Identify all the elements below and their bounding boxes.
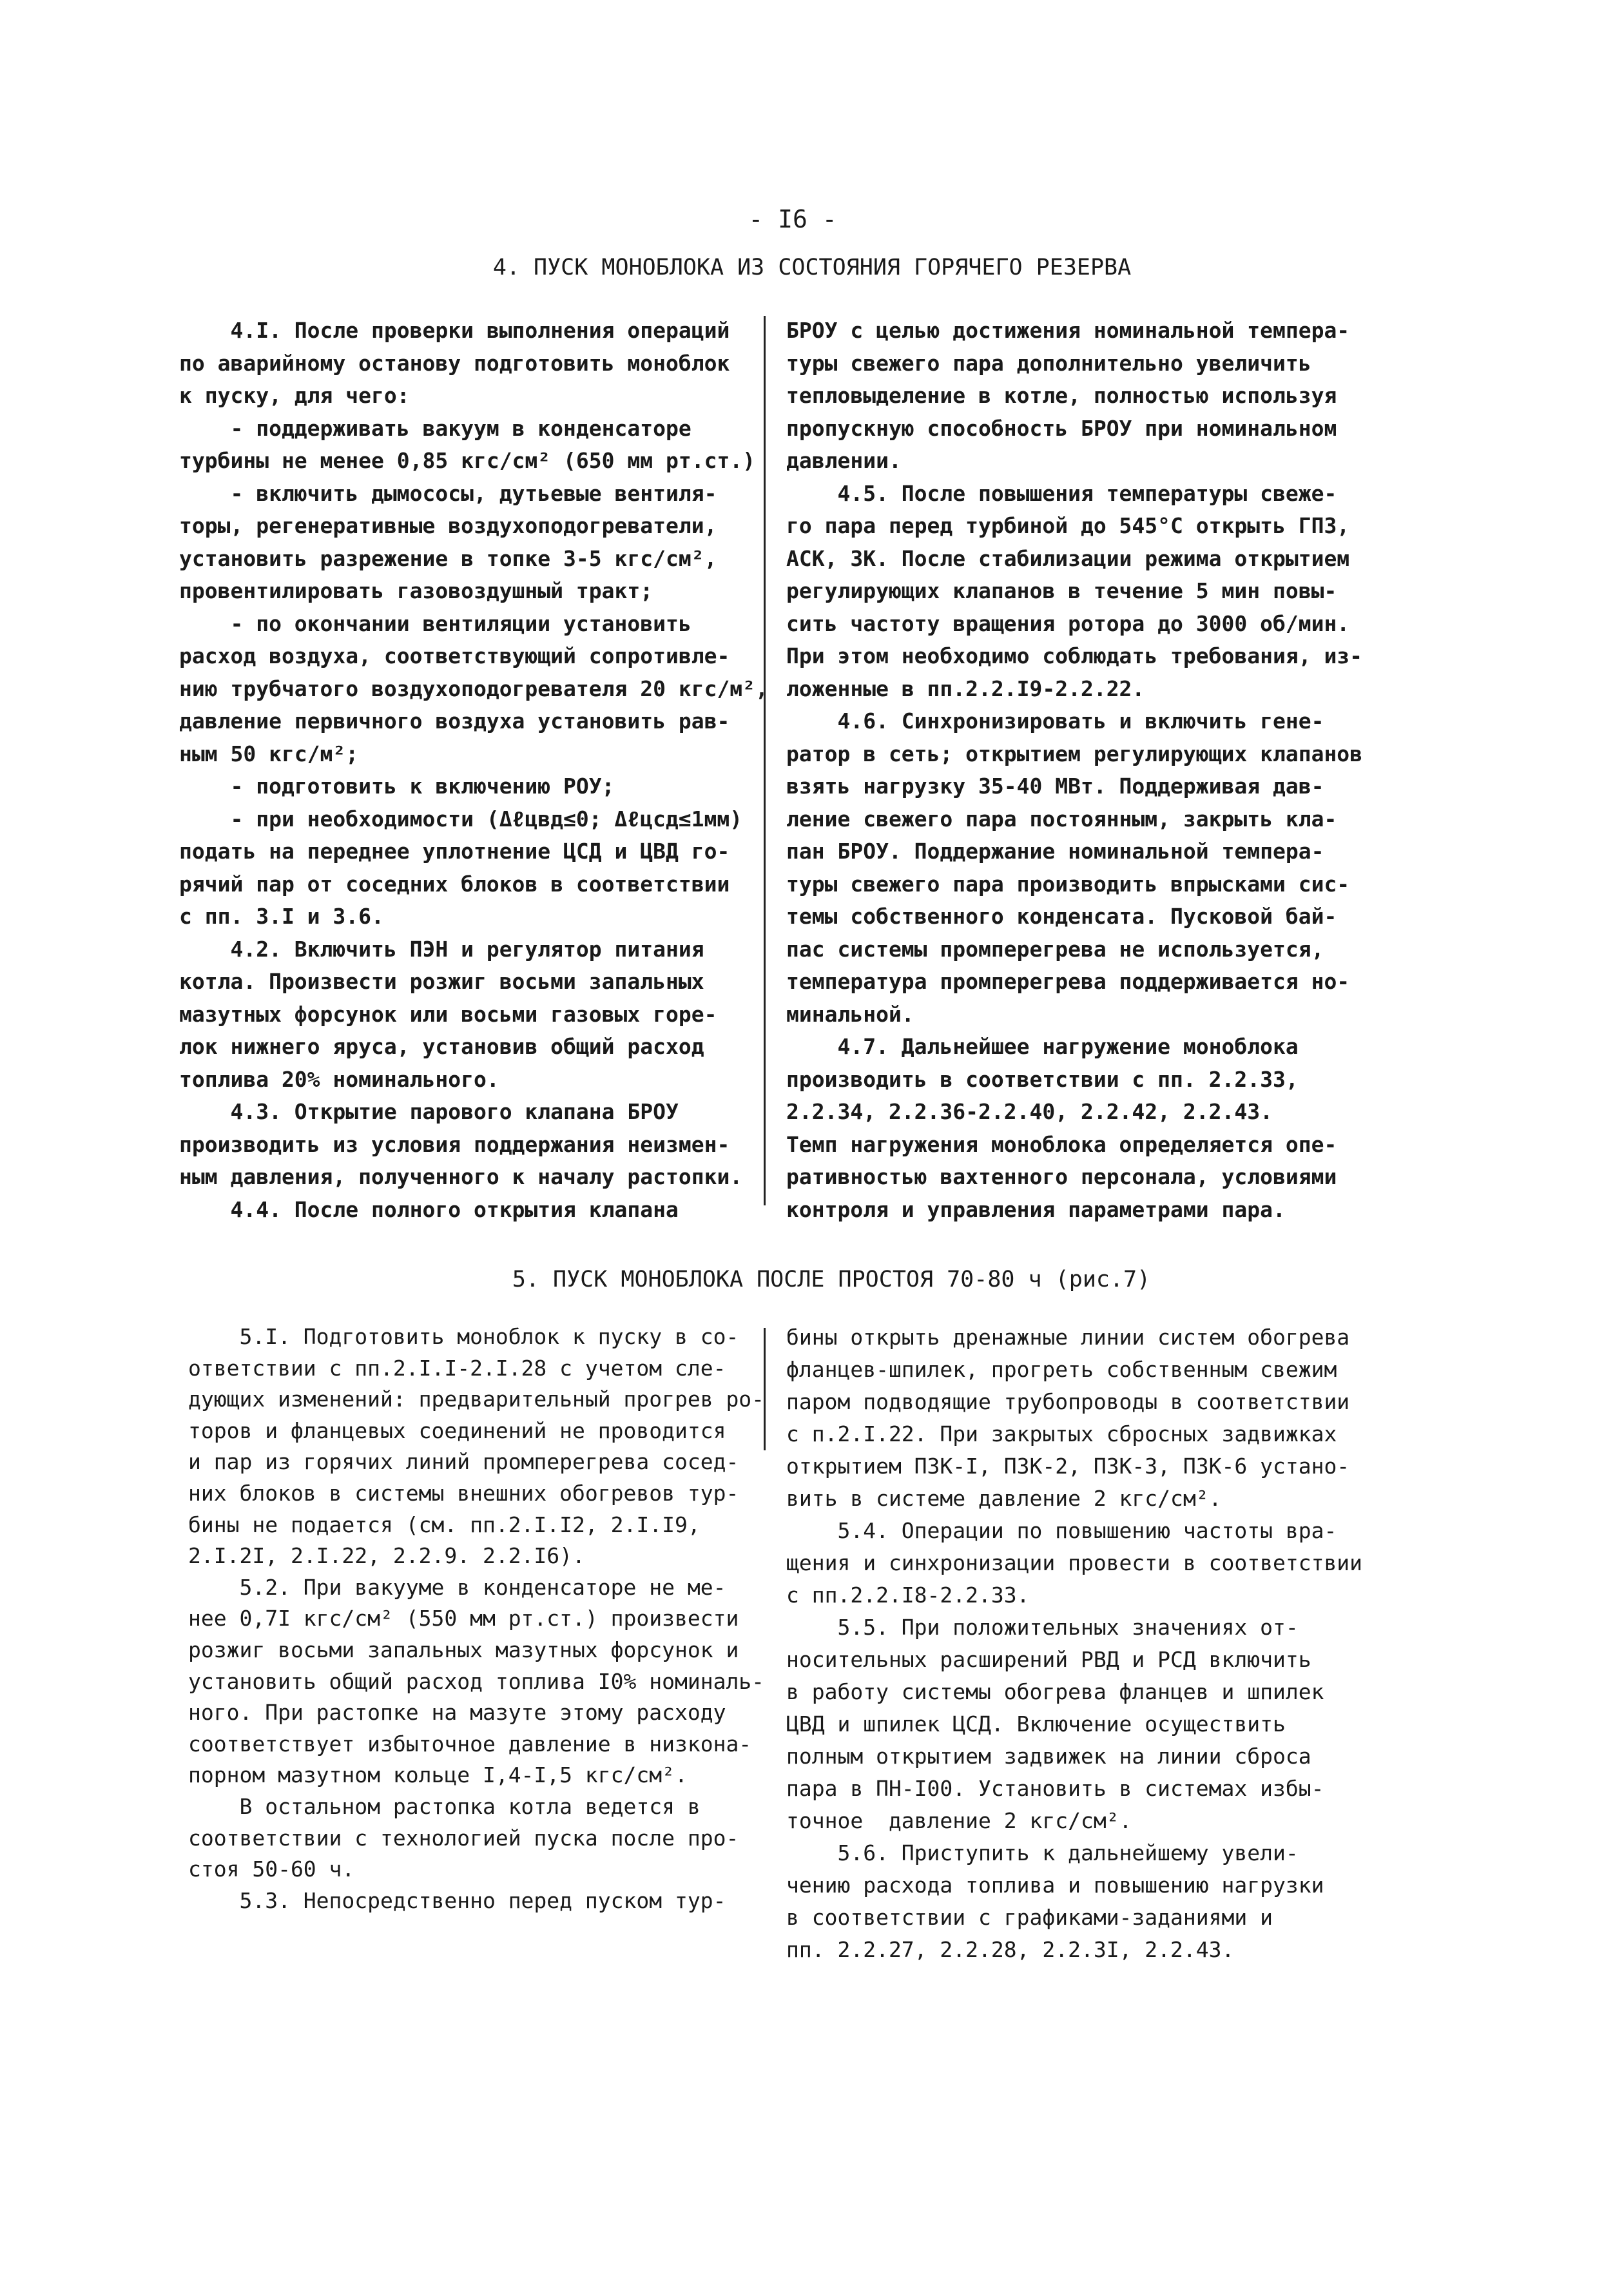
text-line: и пар из горячих линий промперегрева сосед-	[188, 1449, 739, 1475]
text-line: лок нижнего яруса, установив общий расход	[179, 1034, 704, 1059]
text-line: - поддерживать вакуум в конденсаторе	[179, 415, 691, 441]
text-line: носительных расширений РВД и РСД включить	[786, 1647, 1311, 1672]
text-line: регулирующих клапанов в течение 5 мин повы-	[786, 578, 1337, 603]
text-line: бины не подается (см. пп.2.I.I2, 2.I.I9,	[188, 1512, 701, 1537]
text-line: сить частоту вращения ротора до 3000 об/мин.	[786, 610, 1350, 636]
text-line: 5.6. Приступить к дальнейшему увели-	[786, 1840, 1299, 1865]
text-line: ратор в сеть; открытием регулирующих клапанов	[786, 741, 1363, 766]
text-line: го пара перед турбиной до 545°С открыть ГПЗ,	[786, 513, 1350, 538]
text-line: нию трубчатого воздухоподогревателя 20 кгс/м²,	[179, 676, 768, 701]
text-line: 2.I.2I, 2.I.22, 2.2.9. 2.2.I6).	[188, 1543, 585, 1569]
text-line: При этом необходимо соблюдать требования, из-	[786, 643, 1363, 668]
text-line: АСК, ЗК. После стабилизации режима открытием	[786, 545, 1350, 571]
text-line: минальной.	[786, 1001, 914, 1027]
text-line: 5.5. При положительных значениях от-	[786, 1615, 1299, 1640]
text-line: фланцев-шпилек, прогреть собственным свежим	[786, 1357, 1337, 1382]
text-line: с п.2.I.22. При закрытых сбросных задвижках	[786, 1421, 1337, 1446]
text-line: стоя 50-60 ч.	[188, 1856, 355, 1882]
text-line: установить разрежение в топке 3-5 кгс/см²,	[179, 545, 717, 571]
text-line: них блоков в системы внешних обогревов тур-	[188, 1480, 739, 1506]
text-line: турбины не менее 0,85 кгс/см² (650 мм рт.ст.)	[179, 448, 756, 473]
text-line: щения и синхронизации провести в соответствии	[786, 1550, 1363, 1575]
text-line: 4.5. После повышения температуры свеже-	[786, 480, 1337, 506]
section-4-left-column	[179, 315, 768, 1226]
text-line: температура промперегрева поддерживается но-	[786, 969, 1350, 994]
text-line: ЦВД и шпилек ЦСД. Включение осуществить	[786, 1711, 1286, 1737]
text-line: - по окончании вентиляции установить	[179, 610, 691, 636]
text-line: нее 0,7I кгс/см² (550 мм рт.ст.) произвести	[188, 1606, 739, 1631]
text-line: ложенные в пп.2.2.I9-2.2.22.	[786, 676, 1145, 701]
text-line: котла. Произвести розжиг восьми запальных	[179, 969, 704, 994]
text-line: розжиг восьми запальных мазутных форсунок и	[188, 1637, 739, 1662]
text-line: ного. При растопке на мазуте этому расходу	[188, 1700, 726, 1726]
text-line: Темп нагружения моноблока определяется опе-	[786, 1131, 1337, 1157]
page-number: - I6 -	[748, 205, 837, 233]
text-line: 4.6. Синхронизировать и включить гене-	[786, 708, 1324, 734]
text-line: пропускную способность БРОУ при номинальном	[786, 415, 1337, 441]
text-line: соответствии с технологией пуска после про-	[188, 1825, 739, 1851]
text-line: точное давление 2 кгс/см².	[786, 1808, 1132, 1833]
text-line: 4.3. Открытие парового клапана БРОУ	[179, 1099, 679, 1124]
section-5-title: 5. ПУСК МОНОБЛОКА ПОСЛЕ ПРОСТОЯ 70-80 ч (рис.7)	[512, 1267, 1151, 1292]
text-line: - подготовить к включению РОУ;	[179, 774, 615, 799]
text-line: пас системы промперегрева не используется,	[786, 936, 1324, 962]
text-line: 5.4. Операции по повышению частоты вра-	[786, 1518, 1337, 1543]
text-line: В остальном растопка котла ведется в	[188, 1793, 701, 1819]
text-line: темы собственного конденсата. Пусковой бай-	[786, 904, 1337, 929]
text-line: тепловыделение в котле, полностью используя	[786, 383, 1337, 408]
text-line: взять нагрузку 35-40 МВт. Поддерживая дав-	[786, 774, 1324, 799]
text-line: - включить дымососы, дутьевые вентиля-	[179, 480, 717, 506]
text-line: пара в ПН-I00. Установить в системах избы-	[786, 1776, 1324, 1801]
text-line: 4.2. Включить ПЭН и регулятор питания	[179, 936, 704, 962]
text-line: порном мазутном кольце I,4-I,5 кгс/см².	[188, 1762, 688, 1788]
text-line: к пуску, для чего:	[179, 383, 410, 408]
text-line: БРОУ с целью достижения номинальной темпера-	[786, 318, 1350, 343]
text-line: мазутных форсунок или восьми газовых горе-	[179, 1001, 717, 1027]
text-line: туры свежего пара дополнительно увеличить	[786, 350, 1311, 376]
text-line: пп. 2.2.27, 2.2.28, 2.2.3I, 2.2.43.	[786, 1937, 1235, 1962]
text-line: дующих изменений: предварительный прогрев ро-	[188, 1387, 765, 1412]
text-line: производить из условия поддержания неизмен-	[179, 1131, 730, 1157]
text-line: контроля и управления параметрами пара.	[786, 1196, 1286, 1222]
text-line: вить в системе давление 2 кгс/см².	[786, 1486, 1222, 1511]
text-line: пан БРОУ. Поддержание номинальной темпера-	[786, 839, 1324, 864]
section-4-title: 4. ПУСК МОНОБЛОКА ИЗ СОСТОЯНИЯ ГОРЯЧЕГО РЕЗЕРВА	[492, 255, 1132, 280]
text-line: рячий пар от соседних блоков в соответствии	[179, 871, 730, 897]
text-line: ративностью вахтенного персонала, условиями	[786, 1164, 1337, 1189]
text-line: торов и фланцевых соединений не проводится	[188, 1417, 726, 1443]
text-line: ление свежего пара постоянным, закрыть кла-	[786, 806, 1337, 832]
text-line: 5.2. При вакууме в конденсаторе не ме-	[188, 1574, 726, 1600]
text-line: топлива 20% номинального.	[179, 1066, 499, 1092]
text-line: с пп. 3.I и 3.6.	[179, 904, 384, 929]
text-line: по аварийному останову подготовить моноблок	[179, 350, 730, 376]
text-line: ответствии с пп.2.I.I-2.I.28 с учетом сле-	[188, 1355, 726, 1381]
text-line: 4.I. После проверки выполнения операций	[179, 318, 730, 343]
text-line: в работу системы обогрева фланцев и шпилек	[786, 1679, 1324, 1704]
text-line: производить в соответствии с пп. 2.2.33,	[786, 1066, 1299, 1092]
section-5-right-column	[786, 1321, 1362, 1966]
section-5-left-column	[188, 1321, 764, 1916]
text-line: торы, регенеративные воздухоподогреватели,	[179, 513, 717, 538]
text-line: паром подводящие трубопроводы в соответствии	[786, 1389, 1350, 1414]
text-line: полным открытием задвижек на линии сброса	[786, 1744, 1311, 1769]
text-line: соответствует избыточное давление в низкона-	[188, 1731, 752, 1757]
section-4-right-column	[786, 315, 1362, 1226]
text-line: 5.I. Подготовить моноблок к пуску в со-	[188, 1324, 739, 1349]
text-line: 5.3. Непосредственно перед пуском тур-	[188, 1887, 726, 1913]
text-line: подать на переднее уплотнение ЦСД и ЦВД го-	[179, 839, 730, 864]
text-line: открытием ПЗК-I, ПЗК-2, ПЗК-3, ПЗК-6 устано-	[786, 1454, 1350, 1479]
text-line: в соответствии с графиками-заданиями и	[786, 1905, 1273, 1930]
text-line: с пп.2.2.I8-2.2.33.	[786, 1582, 1030, 1608]
text-line: туры свежего пара производить впрысками сис-	[786, 871, 1350, 897]
text-line: 4.4. После полного открытия клапана	[179, 1196, 679, 1222]
text-line: установить общий расход топлива I0% номиналь-	[188, 1668, 765, 1694]
text-line: расход воздуха, соответствующий сопротивле-	[179, 643, 730, 668]
text-line: давление первичного воздуха установить рав-	[179, 708, 730, 734]
text-line: ным 50 кгс/м²;	[179, 741, 359, 766]
text-line: бины открыть дренажные линии систем обогрева	[786, 1325, 1350, 1350]
text-line: ным давления, полученного к началу растопки.	[179, 1164, 743, 1189]
column-divider	[764, 316, 766, 1205]
text-line: провентилировать газовоздушный тракт;	[179, 578, 653, 603]
text-line: чению расхода топлива и повышению нагрузки	[786, 1873, 1324, 1898]
text-line: 2.2.34, 2.2.36-2.2.40, 2.2.42, 2.2.43.	[786, 1099, 1273, 1124]
text-line: давлении.	[786, 448, 902, 473]
text-line: - при необходимости (Δℓцвд≤0; Δℓцсд≤1мм)	[179, 806, 743, 832]
column-divider	[764, 1328, 766, 1450]
text-line: 4.7. Дальнейшее нагружение моноблока	[786, 1034, 1299, 1059]
